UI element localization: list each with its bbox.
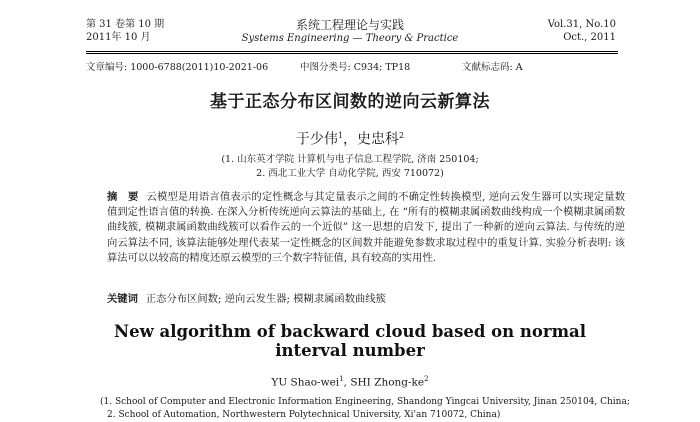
volume-issue-cn: 第 31 卷第 10 期 bbox=[86, 19, 165, 30]
keywords-text: 正态分布区间数; 逆向云发生器; 模糊隶属函数曲线簇 bbox=[145, 293, 386, 305]
author-2-affil-cn: 2 bbox=[399, 131, 405, 140]
affiliation-1-en: (1. School of Computer and Electronic Information Engineering, Shandong Yingcai University, Jinan 250104, China; bbox=[100, 397, 630, 407]
date-cn: 2011年 10 月 bbox=[86, 32, 151, 43]
keywords-label: 关键词 bbox=[107, 293, 138, 305]
author-2-en: SHI Zhong-ke bbox=[350, 376, 425, 389]
paper-title-cn: 基于正态分布区间数的逆向云新算法 bbox=[210, 92, 490, 112]
affiliation-1-cn: (1. 山东英才学院 计算机与电子信息工程学院, 济南 250104; bbox=[221, 154, 479, 165]
author-2-cn: 史忠科 bbox=[357, 131, 399, 148]
affiliations-en bbox=[100, 396, 630, 422]
author-1-affil-cn: 1 bbox=[337, 131, 343, 140]
author-separator-cn: ， bbox=[343, 131, 357, 148]
header-right bbox=[548, 18, 616, 44]
authors-cn bbox=[0, 127, 700, 149]
document-code: 文献标志码: A bbox=[462, 62, 523, 73]
affiliation-2-cn: 2. 西北工业大学 自动化学院, 西安 710072) bbox=[256, 168, 444, 179]
author-1-en: YU Shao-wei bbox=[271, 376, 340, 389]
keywords bbox=[107, 292, 625, 306]
article-number: 文章编号: 1000-6788(2011)10-2021-06 bbox=[86, 62, 269, 73]
author-1-affil-en: 1 bbox=[339, 375, 344, 383]
abstract-label: 摘 要 bbox=[107, 191, 139, 203]
author-2-affil-en: 2 bbox=[424, 375, 429, 383]
header-rule-bottom bbox=[86, 53, 618, 54]
classification-code: 中图分类号: C934; TP18 bbox=[300, 62, 411, 73]
authors-en bbox=[0, 372, 700, 390]
header-rule-top bbox=[86, 51, 618, 52]
author-1-cn: 于少伟 bbox=[295, 131, 338, 148]
affiliation-2-en: 2. School of Automation, Northwestern Polytechnical University, Xi'an 710072, China) bbox=[107, 410, 501, 420]
abstract-text: 云模型是用语言值表示的定性概念与其定量表示之间的不确定性转换模型, 逆向云发生器可以实现定量数值到定性语言值的转换. 在深入分析传统逆向云算法的基础上, 在 “所有的模糊隶属函数曲线构成一个模糊隶属函数曲线簇, 模糊隶属函数曲线簇可以看作云的一个近似” 这一思想的启发下, 提出了一种新的逆向云算法. 与传统的逆向云算法不同, 该算法能够处理代表某一定性概念的区间数并能避免参数求取过程中的重复计算. 实验分析表明: 该算法可以以较高的精度还原云模型的三个数字特征值, 具有较高的实用性. bbox=[107, 191, 626, 264]
journal-name-cn: 系统工程理论与实践 bbox=[295, 18, 404, 32]
affiliations-cn bbox=[0, 153, 700, 181]
volume-issue-en: Vol.31, No.10 bbox=[547, 19, 616, 30]
paper-title-en: New algorithm of backward cloud based on normal interval number bbox=[114, 322, 586, 360]
journal-name-en: Systems Engineering — Theory & Practice bbox=[241, 33, 459, 44]
abstract bbox=[107, 190, 625, 266]
author-separator-en: , bbox=[343, 376, 351, 389]
date-en: Oct., 2011 bbox=[563, 32, 616, 43]
